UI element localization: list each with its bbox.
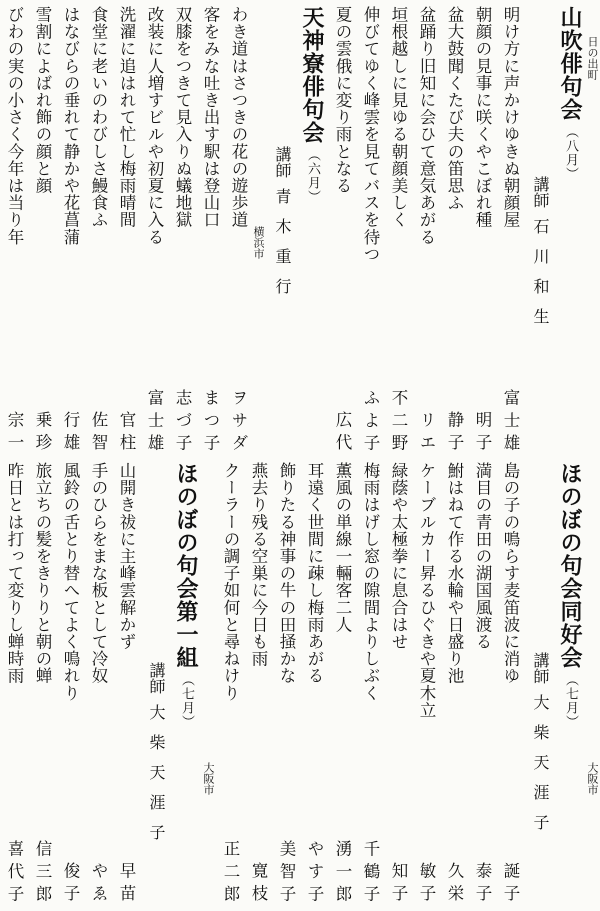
- hono-doukou-section: [216, 462, 600, 907]
- poem: [196, 6, 224, 456]
- poem-text: 双膝をつきて見入りぬ蟻地獄: [173, 6, 192, 229]
- section-title: [552, 462, 586, 729]
- poem: [0, 6, 28, 456]
- lecturer-label: 講師: [531, 176, 550, 208]
- poem-author: 乗珍: [33, 411, 52, 456]
- poem-text: はなびらの垂れて静かや花菖蒲: [61, 6, 80, 246]
- poem: [440, 6, 468, 456]
- section-month: （七月）: [179, 673, 194, 729]
- poem-text: 山開き祓に主峰雲解かず: [117, 462, 136, 651]
- poem-text: 飾りたる神事の牛の田掻かな: [277, 462, 296, 685]
- poem: [440, 462, 468, 907]
- section-title-text: ほのぼの句会第一組: [173, 462, 199, 669]
- poem: [244, 462, 272, 907]
- poem: [496, 462, 524, 907]
- poem: [496, 6, 524, 456]
- poem-author: 敏子: [417, 862, 436, 907]
- hono-first-section: [0, 462, 216, 907]
- lecturer: [524, 652, 552, 844]
- poem: [0, 462, 28, 907]
- poem: [412, 6, 440, 456]
- poem-text: 鮒はねて作る水輪や日盛り池: [445, 462, 464, 685]
- poem-author: 喜代子: [5, 839, 24, 907]
- poem-text: 明け方に声かけゆきぬ朝顔屋: [501, 6, 520, 229]
- poem-author: ふよ子: [361, 388, 380, 456]
- poem: [384, 462, 412, 907]
- poem-author: 泰子: [473, 862, 492, 907]
- poem-text: 盆大鼓聞くたび夫の笛思ふ: [445, 6, 464, 212]
- section-title: [168, 462, 202, 729]
- poem-text: 薫風の単線一輛客二人: [333, 462, 352, 633]
- poem-text: 手のひらをまな板として冷奴: [89, 462, 108, 685]
- section-place: 日の出町: [586, 36, 599, 80]
- poem-author: 千鶴子: [361, 839, 380, 907]
- poem-author: 静子: [445, 411, 464, 456]
- lecturer: [266, 146, 294, 308]
- poem-author: ヲサダ: [229, 388, 248, 456]
- poem: [328, 462, 356, 907]
- section-title-text: 天神寮俳句会: [299, 6, 325, 144]
- poem: [224, 6, 252, 456]
- poem: [272, 462, 300, 907]
- section-place: 横浜市: [252, 226, 265, 259]
- poem: [112, 462, 140, 907]
- poem-text: 島の子の鳴らす麦笛波に消ゆ: [501, 462, 520, 685]
- poem: [140, 6, 168, 456]
- section-place: 大阪市: [586, 762, 599, 795]
- poem: [28, 6, 56, 456]
- poem-text: ケーブルカー昇るひぐきや夏木立: [417, 462, 436, 719]
- poem-text: 食堂に老いのわびしさ鰻食ふ: [89, 6, 108, 229]
- poem-text: 盆踊り旧知に会ひて意気あがる: [417, 6, 436, 246]
- lecturer: [524, 176, 552, 338]
- section-title-text: 山吹俳句会: [557, 6, 583, 121]
- poem: [328, 6, 356, 456]
- poem-author: 早苗: [117, 862, 136, 907]
- poem-author: 富士雄: [145, 388, 164, 456]
- poem-text: 昨日とは打って変りし蝉時雨: [5, 462, 24, 685]
- poem: [84, 6, 112, 456]
- poem-text: 夏の雲俄に変り雨となる: [333, 6, 352, 195]
- poem-author: 佐智: [89, 411, 108, 456]
- top-band: [0, 6, 600, 456]
- poem: [56, 6, 84, 456]
- poem-text: 伸びてゆく峰雲を見てバスを待つ: [361, 6, 380, 263]
- poem: [216, 462, 244, 907]
- poem-text: 雪割によばれ飾の顔と顔: [33, 6, 52, 195]
- poem-text: 旅立ちの髪をきりりと朝の蝉: [33, 462, 52, 685]
- poem: [112, 6, 140, 456]
- tenjin-june-section: [56, 6, 328, 456]
- section-title: [552, 6, 586, 181]
- poem: [300, 462, 328, 907]
- poem: [28, 462, 56, 907]
- lecturer-label: 講師: [147, 662, 166, 694]
- poem-author: 明子: [473, 411, 492, 456]
- poem: [412, 462, 440, 907]
- section-month: （六月）: [305, 148, 320, 204]
- poem-author: 久栄: [445, 862, 464, 907]
- poem: [56, 462, 84, 907]
- poem-author: 知子: [389, 862, 408, 907]
- poem-text: 洗濯に追はれて忙し梅雨晴間: [117, 6, 136, 229]
- lecturer-name: 大柴天涯子: [531, 694, 550, 844]
- poem-author: 不二野: [389, 388, 408, 456]
- poem-text: びわの実の小さく今年は当り年: [5, 6, 24, 246]
- tenjin-july-section: [0, 6, 56, 456]
- poem-author: まつ子: [201, 388, 220, 456]
- poem-text: 風鈴の舌とり替へてよく鳴れり: [61, 462, 80, 702]
- poem: [168, 6, 196, 456]
- poem-text: クーラーの調子如何と尋ねけり: [221, 462, 240, 702]
- poem: [356, 462, 384, 907]
- yamabuki-section: [328, 6, 600, 456]
- poem: [384, 6, 412, 456]
- poem-author: リエ: [417, 411, 436, 456]
- poem-author: 湧一郎: [333, 839, 352, 907]
- poem: [84, 462, 112, 907]
- section-title-text: ほのぼの句会同好会: [557, 462, 583, 669]
- poem: [356, 6, 384, 456]
- section-place: 大阪市: [202, 762, 215, 795]
- poem: [468, 6, 496, 456]
- poem-author: やゑ: [89, 862, 108, 907]
- poem-text: 耳遠く世間に疎し梅雨あがる: [305, 462, 324, 685]
- poem-author: 宗一: [5, 411, 24, 456]
- lecturer-name: 石川和生: [531, 218, 550, 338]
- section-title: [294, 6, 328, 204]
- poem-text: 緑蔭や太極拳に息合はせ: [389, 462, 408, 651]
- lecturer-label: 講師: [531, 652, 550, 684]
- poem-text: 朝顔の見事に咲くやこぼれ種: [473, 6, 492, 229]
- bottom-band: [0, 462, 600, 907]
- poem-author: 広代: [333, 411, 352, 456]
- poem-text: 燕去り残る空巣に今日も雨: [249, 462, 268, 668]
- poem-author: 志づ子: [173, 388, 192, 456]
- poem-author: 誕子: [501, 862, 520, 907]
- section-month: （八月）: [563, 125, 578, 181]
- poem: [468, 462, 496, 907]
- poem-author: 寛枝: [249, 862, 268, 907]
- poem-author: 富士雄: [501, 388, 520, 456]
- lecturer-label: 講師: [273, 146, 292, 178]
- poem-author: やす子: [305, 839, 324, 907]
- poem-author: 信三郎: [33, 839, 52, 907]
- poem-author: 正二郎: [221, 839, 240, 907]
- lecturer: [140, 662, 168, 854]
- lecturer-name: 大柴天涯子: [147, 704, 166, 854]
- section-month: （七月）: [563, 673, 578, 729]
- poem-text: 垣根越しに見ゆる朝顔美しく: [389, 6, 408, 229]
- poem-author: 行雄: [61, 411, 80, 456]
- poem-author: 美智子: [277, 839, 296, 907]
- poem-author: 官柱: [117, 411, 136, 456]
- poem-text: 梅雨はげし窓の隙間よりしぶく: [361, 462, 380, 702]
- poem-author: 俊子: [61, 862, 80, 907]
- poem-text: 客をみな吐き出す駅は登山口: [201, 6, 220, 229]
- poem-text: わき道はさつきの花の遊歩道: [229, 6, 248, 229]
- lecturer-name: 青木重行: [273, 188, 292, 308]
- poem-text: 改装に人増すビルや初夏に入る: [145, 6, 164, 246]
- poem-text: 満目の青田の湖国風渡る: [473, 462, 492, 651]
